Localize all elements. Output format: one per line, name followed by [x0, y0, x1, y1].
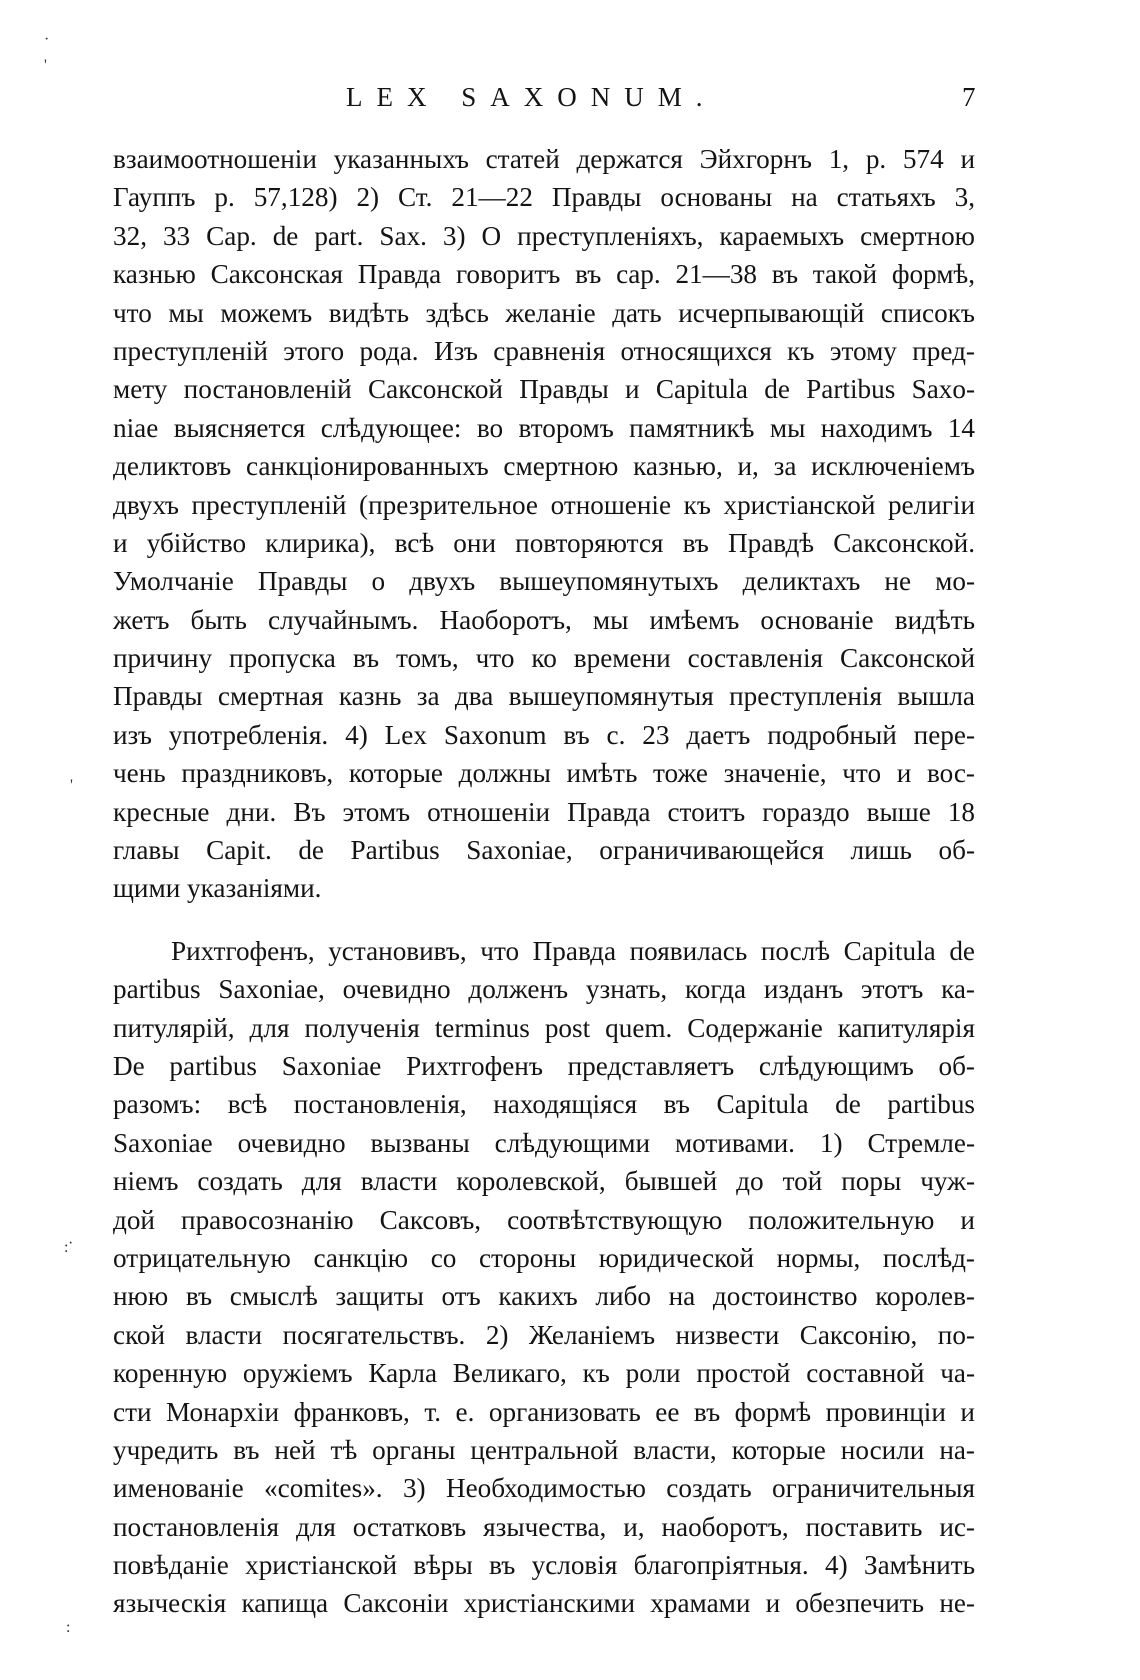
- text-line: и убiйство клирика), всѣ они повторяются въ Правдѣ Саксонской.: [113, 527, 975, 558]
- text-line: чень праздниковъ, которые должны имѣть тоже значенiе, что и вос-: [113, 758, 975, 789]
- text-line: сти Монархiи франковъ, т. е. организовать ее въ формѣ провинцiи и: [113, 1396, 975, 1427]
- text-line: partibus Saxoniae, очевидно долженъ узнать, когда изданъ этотъ ка-: [113, 974, 975, 1005]
- text-line: Гауппъ р. 57,128) 2) Ст. 21—22 Правды основаны на статьяхъ 3,: [113, 182, 975, 213]
- text-line: постановленiя для остатковъ язычества, и, наоборотъ, поставить ис-: [113, 1511, 975, 1542]
- scan-mark: :: [64, 1239, 69, 1256]
- text-line: что мы можемъ видѣть здѣсь желанiе дать исчерпывающiй списокъ: [113, 297, 975, 328]
- text-line: Правды смертная казнь за два вышеупомянутыя преступленiя вышла: [113, 681, 975, 712]
- paragraph-gap: [113, 908, 975, 932]
- scan-mark: ': [44, 57, 47, 74]
- scan-mark: ·: [68, 1235, 74, 1252]
- text-line: 32, 33 Cap. de part. Sax. 3) О преступленiяхъ, караемыхъ смертною: [113, 220, 975, 251]
- text-line: причину пропуска въ томъ, что ко времени составленiя Саксонской: [113, 643, 975, 674]
- text-line: Рихтгофенъ, установивъ, что Правда появилась послѣ Capitula de: [171, 935, 975, 966]
- text-line: нiемъ создать для власти королевской, бывшей до той поры чуж-: [113, 1166, 975, 1197]
- text-line: коренную оружiемъ Карла Великаго, къ роли простой составной ча-: [113, 1358, 975, 1389]
- text-line: отрицательную санкцiю со стороны юридической нормы, послѣд-: [113, 1242, 975, 1273]
- text-line: питулярiй, для полученiя terminus post quem. Содержанiе капитулярiя: [113, 1012, 975, 1043]
- text-line: Saxoniae очевидно вызваны слѣдующими мотивами. 1) Стремле-: [113, 1127, 975, 1158]
- paragraph-1: [113, 140, 975, 908]
- text-line: разомъ: всѣ постановленiя, находящiяся въ Capitula de partibus: [113, 1089, 975, 1120]
- text-line: жетъ быть случайнымъ. Наоборотъ, мы имѣемъ основанiе видѣть: [113, 604, 975, 635]
- text-line: главы Capit. de Partibus Saxoniae, ограничивающейся лишь об-: [113, 835, 975, 866]
- page-number: 7: [962, 82, 976, 112]
- text-line: преступленiй этого рода. Изъ сравненiя относящихся къ этому пред-: [113, 335, 975, 366]
- text-line: ской власти посягательствъ. 2) Желанiемъ низвести Саксонiю, по-: [113, 1319, 975, 1350]
- text-line: изъ употребленiя. 4) Lex Saxonum въ с. 23 даетъ подробный пере-: [113, 719, 975, 750]
- text-line: De partibus Saxoniae Рихтгофенъ представляетъ слѣдующимъ об-: [113, 1050, 975, 1081]
- text-line: Умолчанiе Правды о двухъ вышеупомянутыхъ деликтахъ не мо-: [113, 566, 975, 597]
- text-line: взаимоотношенiи указанныхъ статей держатся Эйхгорнъ 1, р. 574 и: [113, 144, 975, 174]
- text-line: деликтовъ санкцiонированныхъ смертною казнью, и, за исключенiемъ: [113, 451, 975, 482]
- text-line: языческiя капища Саксонiи христiанскими храмами и обезпечить не-: [113, 1588, 975, 1619]
- scan-mark: ': [70, 777, 73, 794]
- text-line: повѣданiе христiанской вѣры въ условiя благопрiятныя. 4) Замѣнить: [113, 1550, 975, 1581]
- text-line: мету постановленiй Саксонской Правды и Capitula de Partibus Saxo-: [113, 374, 975, 405]
- text-line: кресные дни. Въ этомъ отношенiи Правда стоитъ гораздо выше 18: [113, 796, 975, 827]
- text-line: дой правосознанiю Саксовъ, соотвѣтствующую положительную и: [113, 1204, 975, 1235]
- text-line: двухъ преступленiй (презрительное отношенiе къ христiанской религiи: [113, 489, 975, 520]
- running-head-title: LEX SAXONUM.: [346, 82, 717, 112]
- text-line: щими указанiями.: [113, 873, 322, 904]
- text-line: учредить въ ней тѣ органы центральной власти, которые носили на-: [113, 1434, 975, 1465]
- text-line: нюю въ смыслѣ защиты отъ какихъ либо на достоинство королев-: [113, 1281, 975, 1312]
- text-line: именованiе «comites». 3) Необходимостью создать ограничительныя: [113, 1473, 975, 1504]
- scan-mark: ·: [44, 31, 50, 48]
- scan-mark: :: [66, 1619, 71, 1636]
- text-line: niae выясняется слѣдующее: во второмъ памятникѣ мы находимъ 14: [113, 412, 975, 443]
- text-line: казнью Саксонская Правда говоритъ въ cap. 21—38 въ такой формѣ,: [113, 259, 975, 290]
- paragraph-2: [113, 932, 975, 1623]
- body-text: [113, 140, 975, 1623]
